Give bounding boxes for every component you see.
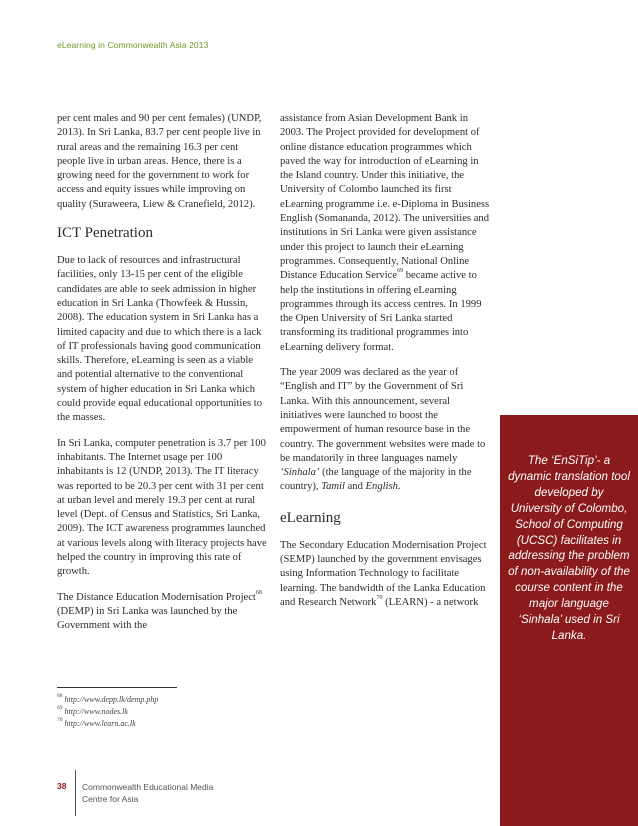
footnote-number: 68 (57, 693, 63, 699)
footer-divider (75, 770, 76, 816)
text-run: The Distance Education Modernisation Project (57, 591, 256, 603)
paragraph (280, 366, 492, 495)
text-run-italic: English (365, 481, 398, 493)
publisher-name (82, 781, 222, 805)
footnote-ref: 70 (376, 594, 383, 601)
publisher-line: Centre for Asia (82, 794, 139, 804)
text-run: and (344, 481, 366, 493)
text-run: became active to help the institutions in offering eLearning programmes through its access centres. In 1999 the Open University of Sri Lanka started transforming its traditional programmes into eLearning delivery format. (280, 270, 482, 353)
paragraph (280, 539, 492, 610)
publisher-line: Commonwealth Educational Media (82, 782, 214, 792)
footnote-link[interactable]: http://www.learn.ac.lk (64, 719, 136, 728)
text-run: . (397, 481, 401, 493)
paragraph (280, 112, 492, 355)
text-run-italic: ‘Sinhala’ (280, 467, 320, 479)
text-run: The year 2009 was declared as the year of “English and IT” by the Government of Sri Lanka. With this announcement, several initiatives were launched to boost the empowerment of human resource base in the country. The government websites were made to be mandatorily in three languages namely (280, 367, 486, 464)
paragraph: per cent males and 90 per cent females) (UNDP, 2013). In Sri Lanka, 83.7 per cent people live in rural areas and the remaining 16.3 per cent people live in urban areas. Hence, there is a growing need for the government to work for access and equity issues while improving on quality (Suraweera, Liew & Cranefield, 2012). (57, 113, 262, 210)
footnote-ref: 69 (397, 268, 404, 275)
paragraph: In Sri Lanka, computer penetration is 3.7 per 100 inhabitants. The Internet usage per 100 inhabitants is 12 (UNDP, 2013). The IT literacy was reported to be 20.3 per cent with 31 per cent at urban level and merely 19.3 per cent at rural level (Dept. of Census and Statistics, Sri Lanka, 2009). The ICT awareness programmes launched at various levels along with literacy projects have helped the country in improving this rate of growth. (57, 437, 267, 578)
page-number: 38 (57, 781, 67, 791)
footnote (57, 706, 158, 718)
paragraph: Due to lack of resources and infrastructural facilities, only 13-15 per cent of the eligible candidates are able to seek admission in higher education in Sri Lanka (Thowfeek & Hussin, 2008). The education system in Sri Lanka has a limited capacity and due to which there is a lack of IT professionals having good communication skills. Therefore, eLearning is seen as a viable and potential alternative to the conventional system of higher education in Sri Lanka which could provide equal educational opportunities to the masses. (57, 255, 263, 424)
footnote-divider (57, 687, 177, 688)
left-column (57, 112, 267, 645)
running-header: eLearning in Commonwealth Asia 2013 (57, 40, 209, 50)
text-run: (LEARN) - a network (382, 596, 479, 608)
right-column (280, 112, 492, 621)
text-run: (DEMP) in Sri Lanka was launched by the Government with the (57, 605, 238, 632)
paragraph (57, 591, 267, 634)
footnote-number: 70 (57, 717, 63, 723)
text-run-italic: Tamil (321, 481, 345, 493)
footnote-link[interactable]: http://www.depp.lk/demp.php (64, 695, 159, 704)
footnotes (57, 694, 158, 730)
pull-quote-sidebar (500, 415, 638, 826)
footnote-number: 69 (57, 705, 63, 711)
text-run: (the language of the majority in the country), (280, 467, 472, 493)
section-heading-ict-penetration: ICT Penetration (57, 225, 153, 242)
text-run: The Secondary Education Modernisation Project (SEMP) launched by the government envisages using Information Technology to facilitate learning. The bandwidth of the Lanka Education and Research Network (280, 539, 487, 608)
text-run: assistance from Asian Development Bank in 2003. The Project provided for development of online distance education programmes which paved the way for introduction of eLearning in the Island country. Under this initiative, the University of Colombo launched its first eLearning programme i.e. e-Diploma in Business English (Somananda, 2012). The universities and institutions in Sri Lanka were given assistance under this project to launch their eLearning programmes. Consequently, National Online Distance Education Service (280, 113, 490, 282)
footnote (57, 694, 158, 706)
footnote (57, 718, 158, 730)
pull-quote-text: The ‘EnSiTip’- a dynamic translation tool developed by University of Colombo, School of Computing (UCSC) facilitates in addressing the problem of non-availability of the course content in the major language ‘Sinhala’ used in Sri Lanka. (508, 454, 630, 642)
section-heading-elearning: eLearning (280, 509, 341, 526)
footnote-link[interactable]: http://www.nodes.lk (64, 707, 128, 716)
footnote-ref: 68 (255, 589, 262, 596)
